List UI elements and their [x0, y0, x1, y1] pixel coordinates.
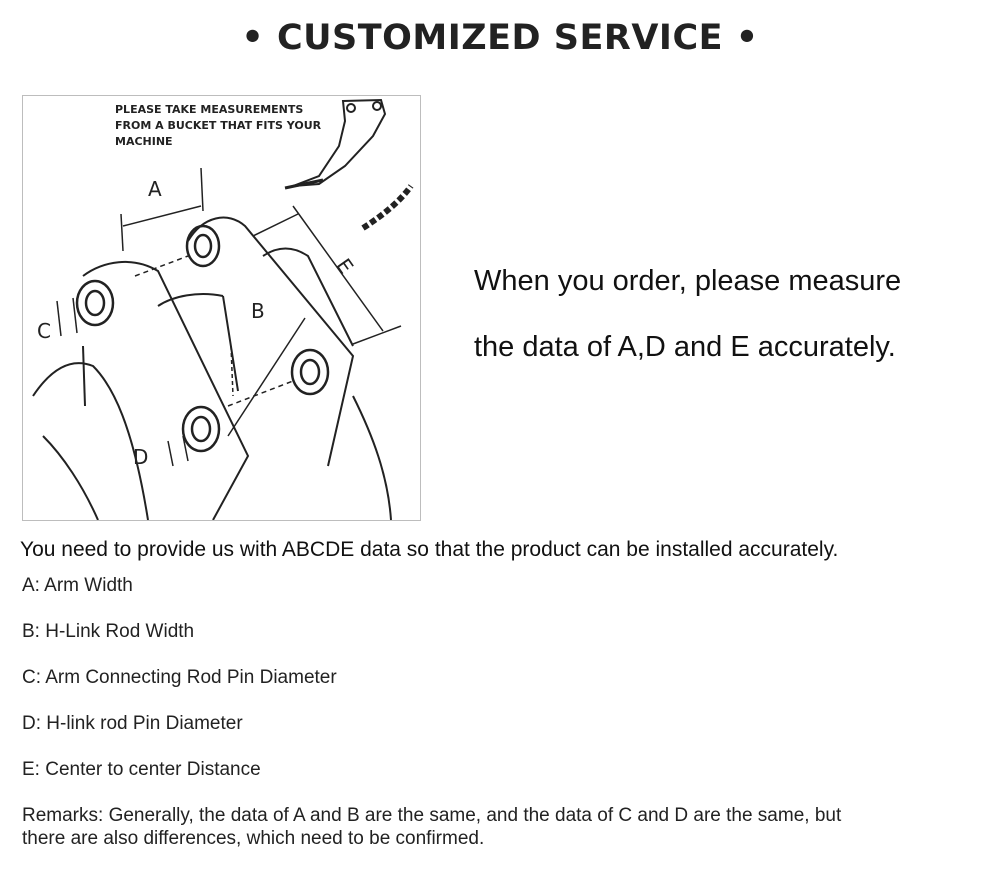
spec-item-e: E: Center to center Distance	[22, 759, 261, 780]
dimension-label-d: D	[133, 445, 149, 469]
order-instructions	[474, 248, 994, 380]
diagram-note-line-2: FROM A BUCKET THAT FITS YOUR	[115, 119, 322, 132]
diagram-note-line-3: MACHINE	[115, 135, 173, 148]
intro-text: You need to provide us with ABCDE data so that the product can be installed accurately.	[20, 538, 839, 561]
diagram-note-line-1: PLEASE TAKE MEASUREMENTS	[115, 103, 304, 116]
dimension-label-c: C	[37, 319, 51, 343]
instruction-line-2: the data of A,D and E accurately.	[474, 331, 896, 363]
spec-item-b: B: H-Link Rod Width	[22, 621, 195, 642]
spec-list	[22, 574, 982, 804]
remarks-line-1: Remarks: Generally, the data of A and B are the same, and the data of C and D are the same, but	[22, 805, 842, 826]
motion-arc	[363, 186, 411, 228]
page-title: • CUSTOMIZED SERVICE •	[241, 18, 759, 58]
spec-item-d: D: H-link rod Pin Diameter	[22, 713, 243, 734]
bucket-measurement-diagram	[22, 95, 421, 521]
pin-c	[77, 281, 113, 325]
remarks-text	[22, 804, 972, 850]
spec-item-a: A: Arm Width	[22, 575, 133, 596]
bucket-drawing	[23, 96, 420, 520]
instruction-line-1: When you order, please measure	[474, 265, 902, 297]
pin-b	[292, 350, 328, 394]
dimension-label-e: E	[331, 253, 359, 279]
pin-a	[187, 226, 219, 266]
remarks-line-2: there are also differences, which need to be confirmed.	[22, 828, 485, 849]
pin-d	[183, 407, 219, 451]
dimension-label-a: A	[148, 177, 162, 201]
dimension-label-b: B	[251, 299, 265, 323]
spec-item-c: C: Arm Connecting Rod Pin Diameter	[22, 667, 337, 688]
